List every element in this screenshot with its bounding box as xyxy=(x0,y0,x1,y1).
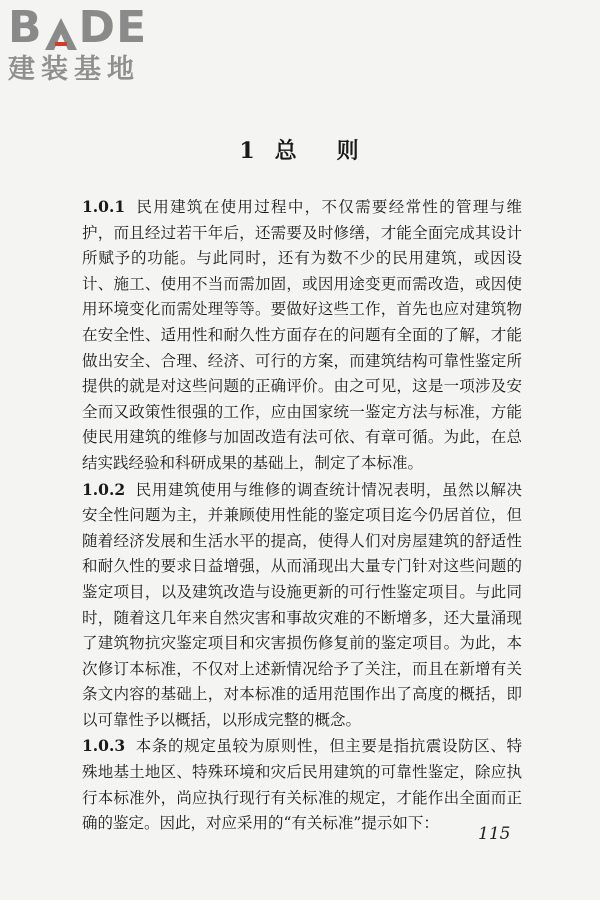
clause-text: 民用建筑在使用过程中，不仅需要经常性的管理与维护，而且经过若干年后，还需要及时修缮，才能全面完成其设计所赋予的功能。与此同时，还有为数不少的民用建筑，或因设计、施工、使用不当而需加固，或因用途变更而需改造，或因使用环境变化而需处理等等。要做好这些工作，首先也应对建筑物在安全性、适用性和耐久性方面存在的问题有全面的了解，才能做出安全、合理、经济、可行的方案，而建筑结构可靠性鉴定所提供的就是对这些问题的正确评价。由之可见，这是一项涉及安全而又政策性很强的工作，应由国家统一鉴定方法与标准，方能使民用建筑的维修与加固改造有法可依、有章可循。为此，在总结实践经验和科研成果的基础上，制定了本标准。 xyxy=(82,198,522,472)
clause-1-0-1 xyxy=(82,194,522,477)
clause-1-0-3 xyxy=(82,733,522,836)
chapter-title-part1: 总 xyxy=(274,138,299,164)
clause-number: 1.0.1 xyxy=(82,197,126,216)
bade-logo xyxy=(8,4,178,86)
chapter-title xyxy=(0,134,600,165)
clause-text: 本条的规定虽较为原则性，但主要是指抗震设防区、特殊地基土地区、特殊环境和灾后民用建筑的可靠性鉴定，除应执行本标准外，尚应执行现行有关标准的规定，才能作出全面而正确的鉴定。因此，对应采用的“有关标准”提示如下： xyxy=(82,737,522,833)
clause-1-0-2 xyxy=(82,477,522,734)
chapter-title-part2: 则 xyxy=(336,138,361,164)
logo-letter-b: B xyxy=(8,2,43,53)
logo-letters-de: DE xyxy=(78,2,148,53)
logo-wordmark xyxy=(8,4,178,52)
chapter-body xyxy=(82,194,522,837)
clause-number: 1.0.2 xyxy=(82,479,126,499)
clause-text: 民用建筑使用与维修的调查统计情况表明，虽然以解决安全性问题为主，并兼顾使用性能的鉴定项目迄今仍居首位，但随着经济发展和生活水平的提高，使得人们对房屋建筑的舒适性和耐久性的要求日益增强，从而涌现出大量专门针对这些问题的鉴定项目，以及建筑改造与设施更新的可行性鉴定项目。与此同时，随着这几年来自然灾害和事故灾难的不断增多，还大量涌现了建筑物抗灾鉴定项目和灾害损伤修复前的鉴定项目。为此，本次修订本标准，不仅对上述新情况给予了关注，而且在新增有关条文内容的基础上，对本标准的适用范围作出了高度的概括，即以可靠性予以概括，以形成完整的概念。 xyxy=(82,480,522,729)
page-number: 115 xyxy=(478,824,511,844)
clause-number: 1.0.3 xyxy=(82,736,126,756)
logo-a-mark-icon xyxy=(44,16,78,52)
chapter-number: 1 xyxy=(239,138,257,164)
logo-subtitle: 建装基地 xyxy=(8,54,140,85)
